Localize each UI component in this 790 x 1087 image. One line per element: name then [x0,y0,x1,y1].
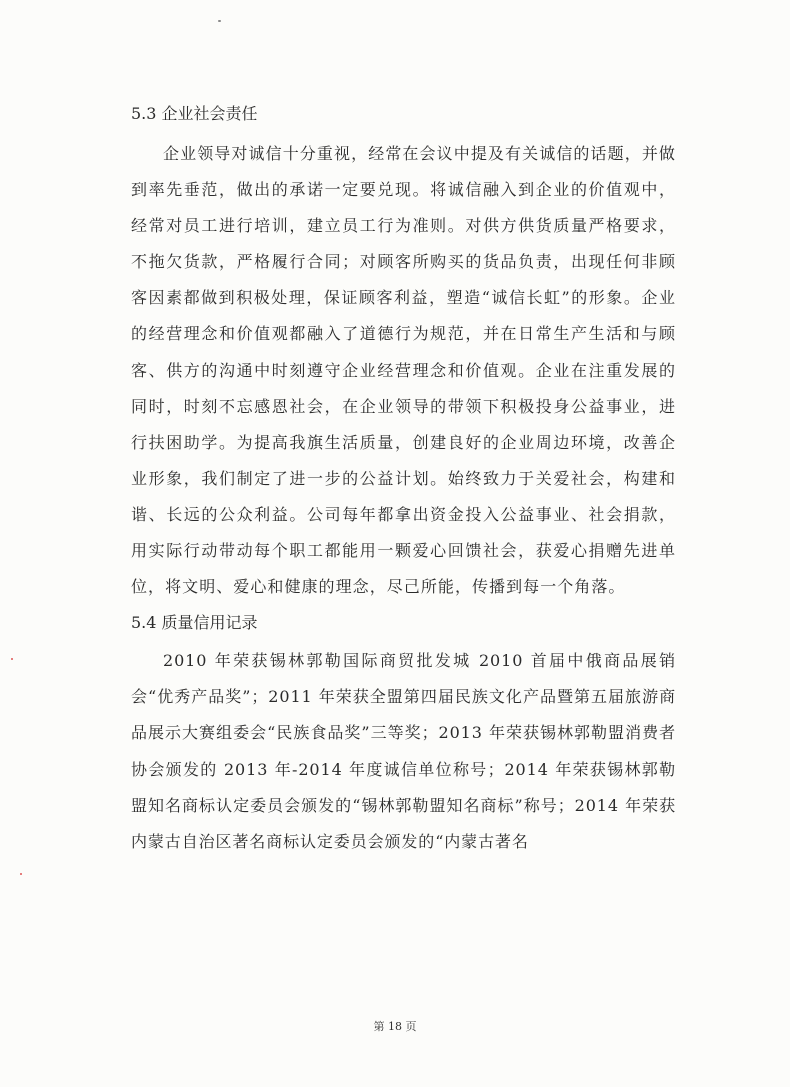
section-heading-5-3: 5.3 企业社会责任 [131,104,258,123]
scan-speck [11,658,13,660]
section-heading-5-4: 5.4 质量信用记录 [131,613,258,633]
scan-speck [218,20,221,22]
section-paragraph-5-3: 企业领导对诚信十分重视，经常在会议中提及有关诚信的话题，并做到率先垂范，做出的承诺一定要兑现。将诚信融入到企业的价值观中，经常对员工进行培训，建立员工行为准则。对供方供货质量严格要求，不拖欠货款，严格履行合同；对顾客所购买的货品负责，出现任何非顾客因素都做到积极处理，保证顾客利益，塑造“诚信长虹”的形象。企业的经营理念和价值观都融入了道德行为规范，并在日常生产生活和与顾客、供方的沟通中时刻遵守企业经营理念和价值观。企业在注重发展的同时，时刻不忘感恩社会，在企业领导的带领下积极投身公益事业，进行扶困助学。为提高我旗生活质量，创建良好的企业周边环境，改善企业形象，我们制定了进一步的公益计划。始终致力于关爱社会，构建和谐、长远的公众利益。公司每年都拿出资金投入公益事业、社会捐款，用实际行动带动每个职工都能用一颗爱心回馈社会，获爱心捐赠先进单位，将文明、爱心和健康的理念，尽己所能，传播到每一个角落。 [131,144,676,597]
section-paragraph-5-4: 2010 年荣获锡林郭勒国际商贸批发城 2010 首届中俄商品展销会“优秀产品奖”；2011 年荣获全盟第四届民族文化产品暨第五届旅游商品展示大赛组委会“民族食品奖”三等奖；2013 年荣获锡林郭勒盟消费者协会颁发的 2013 年-2014 年度诚信单位称号；2014 年荣获锡林郭勒盟知名商标认定委员会颁发的“锡林郭勒盟知名商标”称号；2014 年荣获内蒙古自治区著名商标认定委员会颁发的“内蒙古著名 [131,651,676,851]
document-body [131,96,676,860]
page-number: 第 18 页 [373,1020,417,1033]
scan-speck [20,873,22,875]
